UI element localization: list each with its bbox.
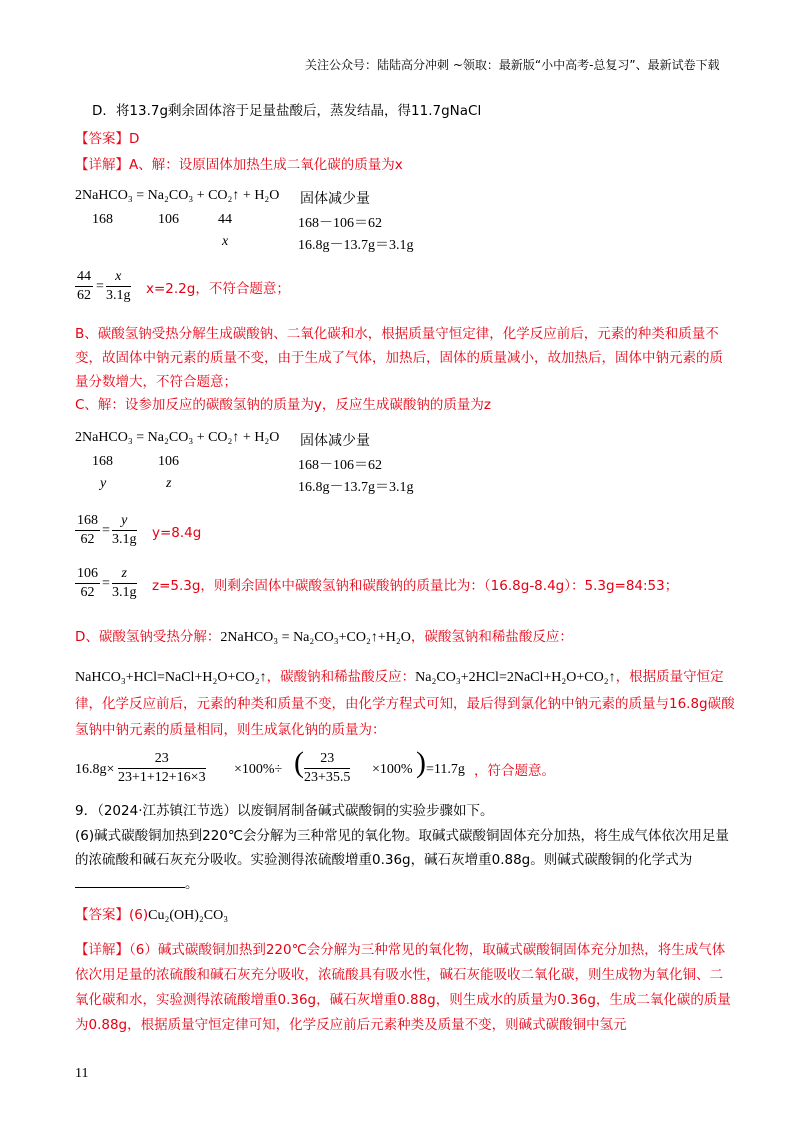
answer2-formula: Cu₂(OH)₂CO₃ <box>148 908 229 923</box>
frac3-left <box>75 565 100 602</box>
par-d2-mid: ，碳酸钠和稀盐酸反应： <box>266 669 416 685</box>
calc-mid: ×100%÷ <box>234 762 283 777</box>
answer2-value: (6) <box>129 907 149 923</box>
page-header: 关注公众号：陆陆高分冲刺 ~领取：最新版“小中高考-总复习”、最新试卷下载 <box>305 58 720 72</box>
answer-tag: 【答案】 <box>75 131 129 147</box>
eq1-r3b: 16.8g－13.7g＝3.1g <box>298 238 414 253</box>
frac3-right <box>112 565 137 602</box>
detail-tag: 【详解】 <box>75 157 129 173</box>
frac2-num2: y <box>112 512 137 531</box>
eq2-r2d: 168－106＝62 <box>298 458 382 473</box>
frac2-result: y=8.4g <box>152 525 202 541</box>
calc-f1-den: 23+1+12+16×3 <box>118 770 206 785</box>
frac2-den: 62 <box>80 532 95 547</box>
frac1-eq: = <box>96 279 104 294</box>
option-d: D．将13.7g剩余固体溶于足量盐酸后，蒸发结晶，得11.7gNaCl <box>92 103 482 119</box>
calc-frac2 <box>304 750 350 787</box>
paragraph-b: B、碳酸氢钠受热分解生成碳酸钠、二氧化碳和水，根据质量守恒定律，化学反应前后，元素的种类和质量不变，故固体中钠元素的质量不变，由于生成了气体，加热后，固体的质量减小，故加热后，固体中钠元素的质量分数增大，不符合题意； <box>75 326 723 390</box>
eq1-r2b: 106 <box>158 212 179 227</box>
page-number: 11 <box>75 1066 89 1081</box>
eq2-reaction: 2NaHCO₃ = Na₂CO₃ + CO₂↑ + H₂O <box>75 430 280 445</box>
calc-f1-num: 23 <box>118 750 206 769</box>
eq1-label: 固体减少量 <box>300 192 370 207</box>
eq2-r3b: z <box>166 476 172 491</box>
answer-value: D <box>129 131 140 147</box>
paragraph-c: C、解：设参加反应的碳酸氢钠的质量为y，反应生成碳酸钠的质量为z <box>75 397 492 413</box>
detail-a <box>75 156 403 174</box>
frac2-den2: 3.1g <box>112 532 137 547</box>
answer2-tag: 【答案】 <box>75 907 129 923</box>
frac3-result: z=5.3g，则剩余固体中碳酸氢钠和碳酸钠的质量比为：（16.8g-8.4g）：5.3g=84:53； <box>152 578 679 594</box>
eq2-label: 固体减少量 <box>300 434 370 449</box>
par-d2-equation2: Na₂CO₃+2HCl=2NaCl+H₂O+CO₂↑ <box>415 670 616 685</box>
par-d1-text: D、碳酸氢钠受热分解： <box>75 629 221 645</box>
calc-frac1 <box>118 750 206 787</box>
frac2-right <box>112 512 137 549</box>
detail2-tag: 【详解】 <box>75 942 129 958</box>
paren-left: ( <box>294 746 304 779</box>
detail2-text: （6）碱式碳酸铜加热到220℃会分解为三种常见的氧化物，取碱式碳酸铜固体充分加热，将生成气体依次用足量的浓硫酸和碱石灰充分吸收，浓硫酸具有吸水性，碱石灰能吸收二氧化碳，则生成物为氧化铜、二氧化碳和水，实验测得浓硫酸增重0.36g，碱石灰增重0.88g，则生成水的质量为0.36g，生成二氧化碳的质量为0.88g，根据质量守恒定律可知，化学反应前后元素种类及质量不变，则碱式碳酸铜中氢元 <box>75 942 731 1033</box>
par-d1-tail: ，碳酸氢钠和稀盐酸反应： <box>410 629 573 645</box>
eq1-r2d: 168－106＝62 <box>298 216 382 231</box>
frac1-den: 62 <box>77 288 91 303</box>
frac1-num: 44 <box>75 268 93 287</box>
par-d2-tail: ，根据质量守恒定律，化学反应前后，元素的种类和质量不变，由化学方程式可知，最后得到氯化钠中钠元素的质量与16.8g碳酸氢钠中钠元素的质量相同，则生成氯化钠的质量为： <box>75 669 735 738</box>
frac3-num: 106 <box>75 565 100 584</box>
frac1-num2: x <box>106 268 131 287</box>
par-d2-equation: NaHCO₃+HCl=NaCl+H₂O+CO₂↑ <box>75 670 267 685</box>
paren-right: ) <box>416 746 426 779</box>
calc-pre: 16.8g× <box>75 762 115 777</box>
paragraph-d-block <box>75 664 735 743</box>
eq2-r2b: 106 <box>158 454 179 469</box>
eq2-r3a: y <box>100 476 107 491</box>
calc-f2-den: 23+35.5 <box>304 770 351 785</box>
detail-2 <box>75 938 735 1038</box>
frac3-den: 62 <box>80 585 95 600</box>
frac1-result: x=2.2g，不符合题意； <box>146 281 290 297</box>
eq1-r3a: x <box>222 234 229 249</box>
frac2-eq: = <box>102 523 110 538</box>
answer-1 <box>75 130 139 148</box>
frac3-eq: = <box>102 576 110 591</box>
paragraph-d-line1 <box>75 628 573 647</box>
frac2-num: 168 <box>75 512 100 531</box>
calc-result: =11.7g <box>426 762 465 777</box>
q9-end: 。 <box>185 876 199 892</box>
frac1-den2: 3.1g <box>106 288 131 303</box>
answer-2 <box>75 906 228 925</box>
calc-f2-num: 23 <box>304 750 350 769</box>
par-d1-equation: 2NaHCO₃ = Na₂CO₃+CO₂↑+H₂O <box>220 630 411 645</box>
frac1-right <box>106 268 131 305</box>
frac3-num2: z <box>112 565 137 584</box>
frac2-left <box>75 512 100 549</box>
eq1-r2c: 44 <box>218 212 232 227</box>
eq1-r2a: 168 <box>92 212 113 227</box>
calc-post: ×100% <box>372 762 413 777</box>
frac1-left <box>75 268 93 305</box>
q9-body <box>75 824 735 896</box>
eq2-r3d: 16.8g－13.7g＝3.1g <box>298 480 414 495</box>
frac3-den2: 3.1g <box>112 585 137 600</box>
answer-blank <box>75 873 185 888</box>
eq2-r2a: 168 <box>92 454 113 469</box>
detail-a-text: A、解：设原固体加热生成二氧化碳的质量为x <box>129 157 403 173</box>
calc-tail: ，符合题意。 <box>474 763 555 779</box>
eq1-reaction: 2NaHCO₃ = Na₂CO₃ + CO₂↑ + H₂O <box>75 188 280 203</box>
q9-title: 9．（2024·江苏镇江节选）以废铜屑制备碱式碳酸铜的实验步骤如下。 <box>75 803 494 819</box>
q9-text: (6)碱式碳酸铜加热到220℃会分解为三种常见的氧化物。取碱式碳酸铜固体充分加热，将生成气体依次用足量的浓硫酸和碱石灰充分吸收。实验测得浓硫酸增重0.36g，碱石灰增重0.88g。则碱式碳酸铜的化学式为 <box>75 828 730 868</box>
